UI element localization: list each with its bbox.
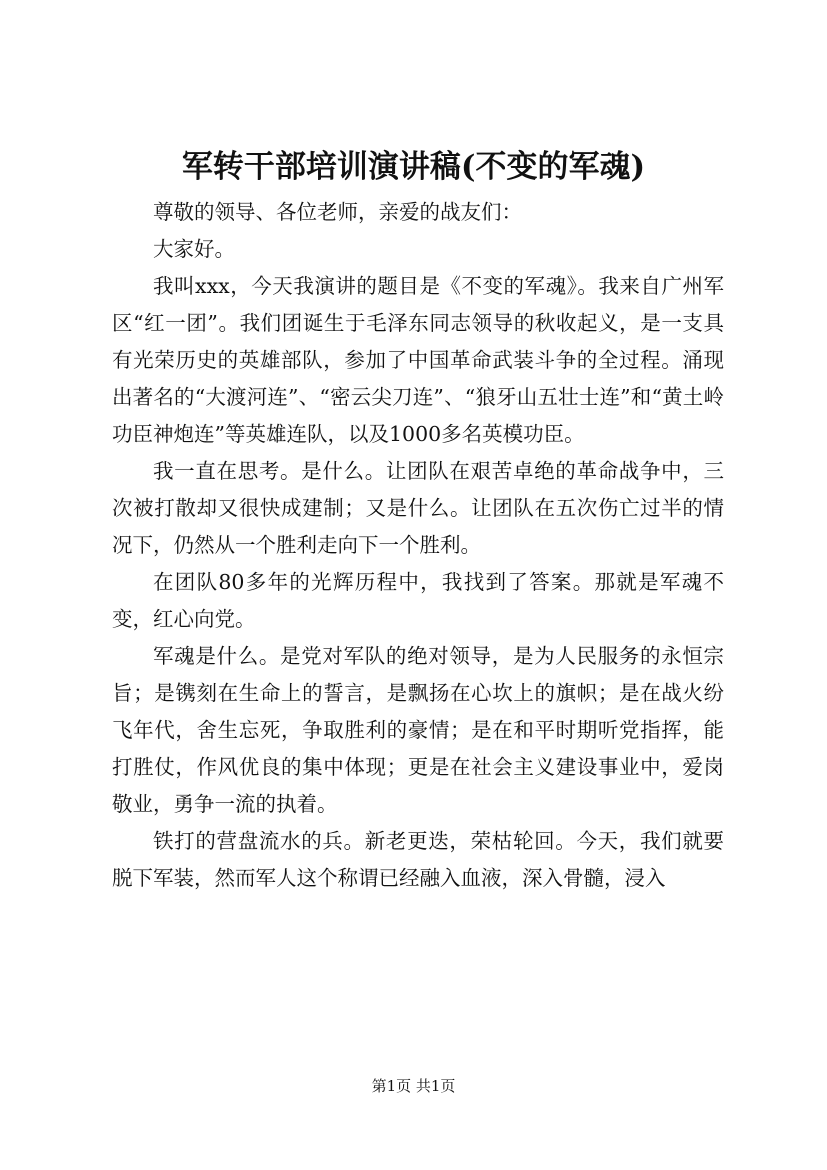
paragraph-farewell: 铁打的营盘流水的兵。新老更迭，荣枯轮回。今天，我们就要脱下军装，然而军人这个称谓已经融入血液，深入骨髓，浸入 (112, 829, 724, 890)
document-title: 军转干部培训演讲稿(不变的军魂) (181, 149, 646, 185)
paragraph-military-soul: 军魂是什么。是党对军队的绝对领导，是为人民服务的永恒宗旨；是镌刻在生命上的誓言，是飘扬在心坎上的旗帜；是在战火纷飞年代，舍生忘死，争取胜利的豪情；是在和平时期听党指挥，能打胜仗，作风优良的集中体现；更是在社会主义建设事业中，爱岗敬业，勇争一流的执着。 (112, 644, 724, 816)
paragraph-thinking: 我一直在思考。是什么。让团队在艰苦卓绝的革命战争中，三次被打散却又很快成建制；又是什么。让团队在五次伤亡过半的情况下，仍然从一个胜利走向下一个胜利。 (112, 459, 724, 557)
document-body (112, 194, 724, 897)
paragraph-hello: 大家好。 (153, 237, 235, 261)
paragraph-introduction: 我叫xxx，今天我演讲的题目是《不变的军魂》。我来自广州军区“红一团”。我们团诞生于毛泽东同志领导的秋收起义，是一支具有光荣历史的英雄部队，参加了中国革命武装斗争的全过程。涌现出著名的“大渡河连”、“密云尖刀连”、“狼牙山五壮士连”和“黄土岭功臣神炮连”等英雄连队，以及1000多名英模功臣。 (112, 274, 724, 446)
paragraph-answer: 在团队80多年的光辉历程中，我找到了答案。那就是军魂不变，红心向党。 (112, 570, 724, 631)
paragraph-greeting: 尊敬的领导、各位老师，亲爱的战友们： (153, 200, 522, 224)
page-footer: 第1页 共1页 (371, 1077, 456, 1095)
